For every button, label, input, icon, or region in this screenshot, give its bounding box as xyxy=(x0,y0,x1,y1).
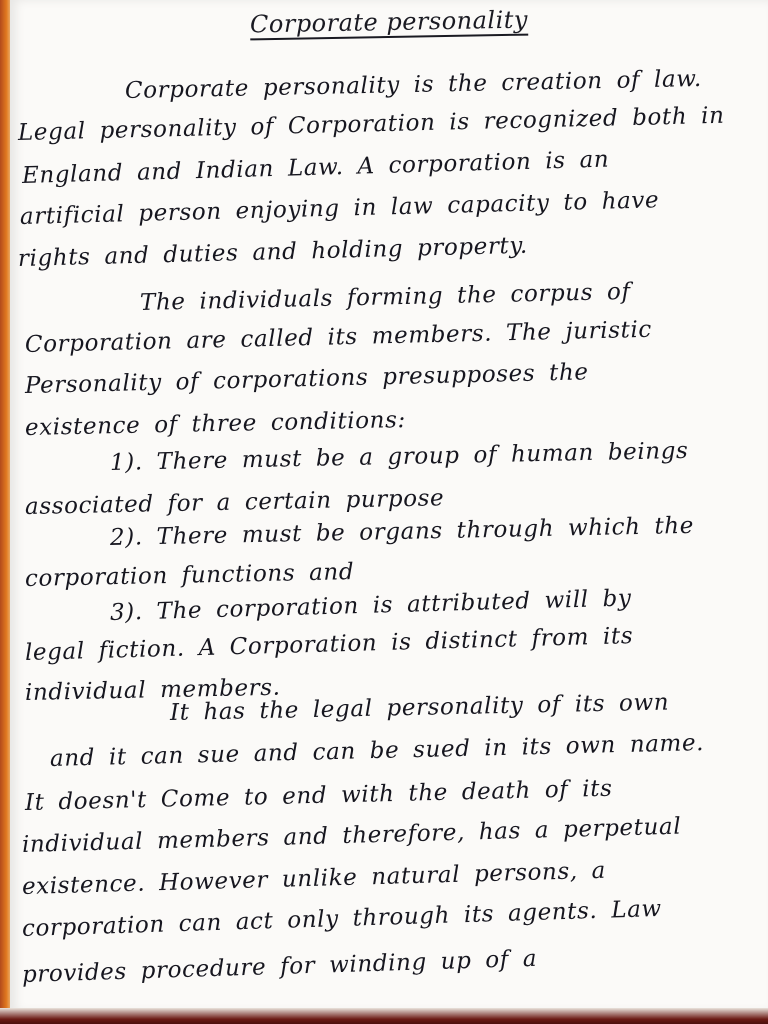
text-line: Corporate personality is the creation of law. xyxy=(124,65,703,104)
text-line: associated for a certain purpose xyxy=(24,485,445,520)
text-line: corporation can act only through its agents. Law xyxy=(21,895,663,942)
text-line: 1). There must be a group of human beings xyxy=(109,437,689,476)
text-line: Personality of corporations presupposes the xyxy=(24,359,589,399)
text-line: existence. However unlike natural persons, a xyxy=(21,857,607,900)
text-line: legal fiction. A Corporation is distinct from its xyxy=(24,623,634,666)
notebook-page xyxy=(10,0,768,1012)
text-line: 2). There must be organs through which the xyxy=(109,512,695,551)
text-line: The individuals forming the corpus of xyxy=(139,278,631,316)
text-line: and it can sue and can be sued in its own name. xyxy=(49,730,705,772)
text-line: individual members and therefore, has a perpetual xyxy=(21,813,682,858)
text-line: Corporation are called its members. The juristic xyxy=(24,316,653,358)
text-line: individual members. xyxy=(24,674,281,706)
text-line: 3). The corporation is attributed will by xyxy=(109,585,632,626)
notebook-bottom-edge xyxy=(0,1008,768,1024)
text-line: It has the legal personality of its own xyxy=(169,689,670,726)
text-line: provides procedure for winding up of a xyxy=(21,945,538,988)
text-line: It doesn't Come to end with the death of its xyxy=(24,775,613,816)
text-line: corporation functions and xyxy=(24,559,355,592)
page-title: Corporate personality xyxy=(249,5,529,39)
text-line: England and Indian Law. A corporation is an xyxy=(21,146,610,189)
text-line: rights and duties and holding property. xyxy=(17,232,529,272)
text-line: artificial person enjoying in law capacity to have xyxy=(19,187,660,230)
text-line: Legal personality of Corporation is recognized both in xyxy=(17,102,725,146)
text-line: existence of three conditions: xyxy=(24,407,407,441)
